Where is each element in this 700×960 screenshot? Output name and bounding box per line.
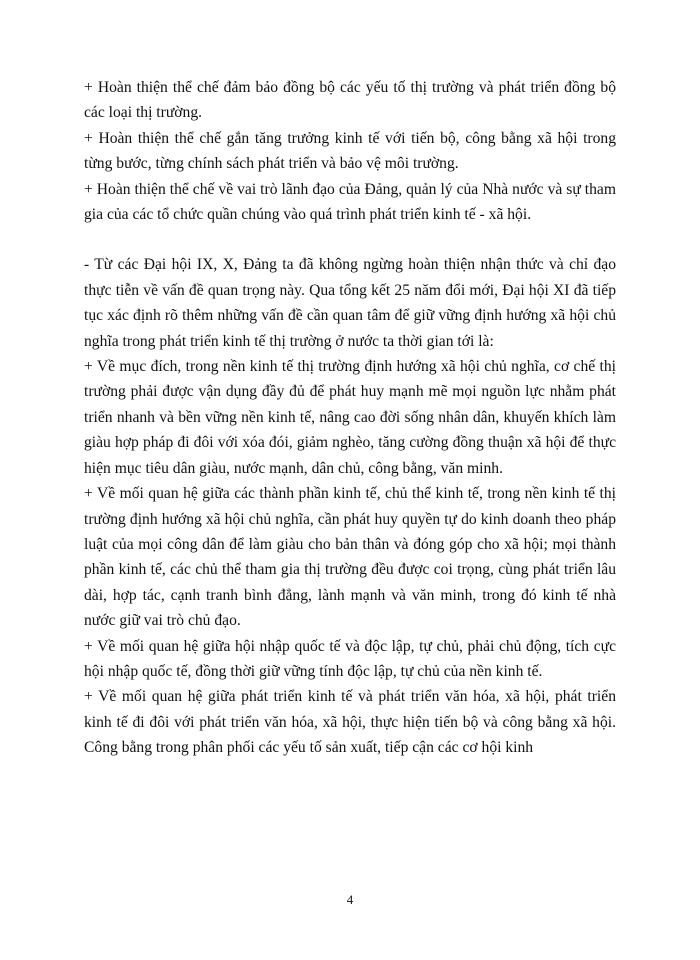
paragraph-purpose: + Về mục đích, trong nền kinh tế thị trường định hướng xã hội chủ nghĩa, cơ chế thị trường phải được vận dụng đầy đủ để phát huy mạnh mẽ mọi nguồn lực nhằm phát triển nhanh và bền vững nền kinh tế, nâng cao đời sống nhân dân, khuyến khích làm giàu hợp pháp đi đôi với xóa đói, giảm nghèo, tăng cường đồng thuận xã hội để thực hiện mục tiêu dân giàu, nước mạnh, dân chủ, công bằng, văn minh. [84,358,616,477]
paragraph-party-congresses: - Từ các Đại hội IX, X, Đảng ta đã không ngừng hoàn thiện nhận thức và chỉ đạo thực tiễn về vấn đề quan trọng này. Qua tổng kết 25 năm đổi mới, Đại hội XI đã tiếp tục xác định rõ thêm những vấn đề cần quan tâm để giữ vững định hướng xã hội chủ nghĩa trong phát triển kinh tế thị trường ở nước ta thời gian tới là: [84,256,616,350]
page-number: 4 [346,892,354,907]
paragraph-economic-sectors: + Về mối quan hệ giữa các thành phần kinh tế, chủ thể kinh tế, trong nền kinh tế thị trường định hướng xã hội chủ nghĩa, cần phát huy quyền tự do kinh doanh theo pháp luật của mọi công dân để làm giàu cho bản thân và đóng góp cho xã hội; mọi thành phần kinh tế, các chủ thể tham gia thị trường đều được coi trọng, cùng phát triển lâu dài, hợp tác, cạnh tranh bình đẳng, lành mạnh và văn minh, trong đó kinh tế nhà nước giữ vai trò chủ đạo. [84,485,616,630]
paragraph-party-leadership: + Hoàn thiện thể chế về vai trò lãnh đạo của Đảng, quản lý của Nhà nước và sự tham gia của các tổ chức quần chúng vào quá trình phát triển kinh tế - xã hội. [84,180,616,224]
document-body [84,75,616,761]
paragraph-international-integration: + Về mối quan hệ giữa hội nhập quốc tế và độc lập, tự chủ, phải chủ động, tích cực hội nhập quốc tế, đồng thời giữ vững tính độc lập, tự chủ của nền kinh tế. [84,637,616,680]
paragraph-growth-social-equity: + Hoàn thiện thể chế gắn tăng trưởng kinh tế với tiến bộ, công bằng xã hội trong từng bước, từng chính sách phát triển và bảo vệ môi trường. [84,129,616,173]
paragraph-culture-society: + Về mối quan hệ giữa phát triển kinh tế và phát triển văn hóa, xã hội, phát triển kinh tế đi đôi với phát triển văn hóa, xã hội, thực hiện tiến bộ và công bằng xã hội. Công bằng trong phân phối các yếu tố sản xuất, tiếp cận các cơ hội kinh [84,688,616,757]
paragraph-sync-market-elements: + Hoàn thiện thể chế đảm bảo đồng bộ các yếu tố thị trường và phát triển đồng bộ các loại thị trường. [84,79,616,122]
